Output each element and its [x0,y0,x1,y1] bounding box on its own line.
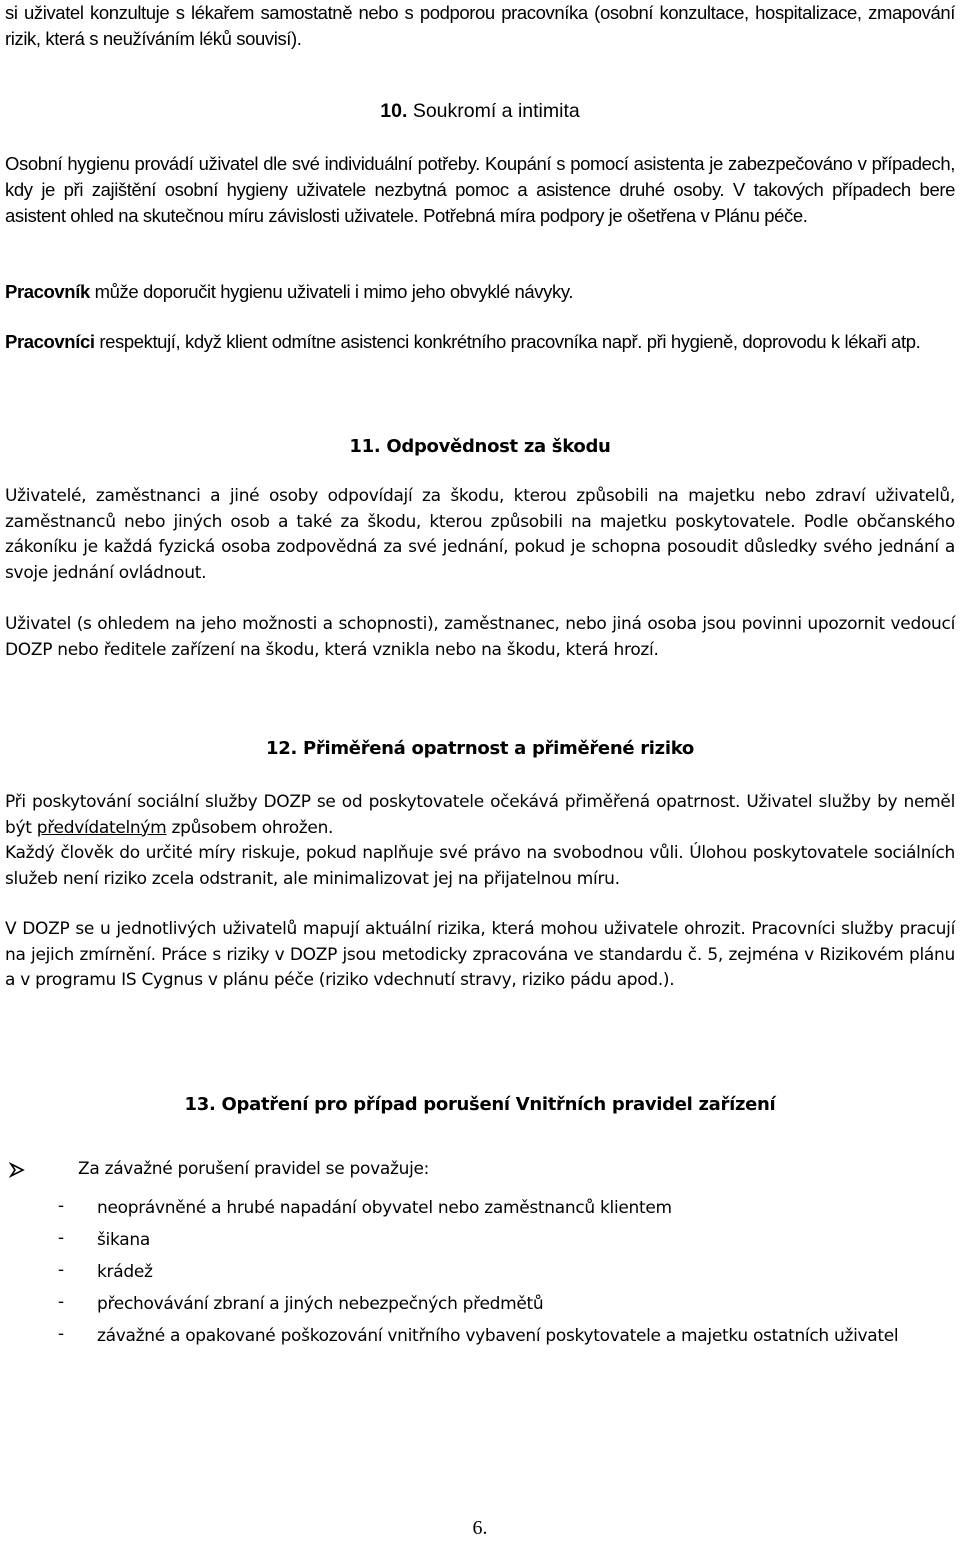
section-12-paragraph-1-text-b: způsobem ohrožen. [166,817,334,838]
list-dash: - [58,1260,65,1280]
list-item: neoprávněné a hrubé napadání obyvatel nebo zaměstnanců klientem [97,1198,672,1218]
section-10-paragraph-3-text: respektují, když klient odmítne asistenci konkrétního pracovníka např. při hygieně, doprovodu k lékaři atp. [94,331,921,352]
list-item: závažné a opakované poškozování vnitřního vybavení poskytovatele a majetku ostatních uživatel [97,1326,899,1346]
section-10-title: Soukromí a intimita [412,100,580,122]
page-number: 6. [472,1517,488,1539]
section-12-paragraph-1-text-a: Při poskytování sociální služby DOZP se od poskytovatele očekává přiměřená opatrnost. Uživatel služby by neměl být [5,792,955,838]
section-13-title: Opatření pro případ porušení Vnitřních pravidel zařízení [221,1094,776,1115]
section-12-paragraph-2: Každý člověk do určité míry riskuje, pokud naplňuje své právo na svobodnou vůli. Úlohou poskytovatele sociálních služeb není riziko zcela odstranit, ale minimalizovat jej na přijatelnou míru. [5,843,955,889]
list-item: přechovávání zbraní a jiných nebezpečných předmětů [97,1294,544,1314]
intro-paragraph: si uživatel konzultuje s lékařem samostatně nebo s podporou pracovníka (osobní konzultace, hospitalizace, zmapování rizik, která s neužíváním léků souvisí). [5,2,955,49]
section-10-paragraph-3-bold: Pracovníci [5,331,95,352]
section-12-number: 12. [266,738,298,759]
section-12-heading [0,738,960,759]
section-13-lead-row [5,1157,955,1183]
section-13-number: 13. [184,1094,216,1115]
section-10-paragraph-2-bold: Pracovník [5,281,90,302]
section-13-heading [0,1094,960,1115]
list-item: šikana [97,1230,150,1250]
section-11-title: Odpovědnost za škodu [386,436,611,457]
section-10-paragraph-2-text: může doporučit hygienu uživateli i mimo jeho obvyklé návyky. [89,281,574,302]
list-dash: - [58,1228,65,1248]
section-11-paragraph-2: Uživatel (s ohledem na jeho možnosti a schopnosti), zaměstnanec, nebo jiná osoba jsou povinni upozornit vedoucí DOZP nebo ředitele zařízení na škodu, která vznikla nebo na škodu, která hrozí. [5,614,955,660]
list-dash: - [58,1324,65,1344]
list-item: krádež [97,1262,153,1282]
section-11-paragraph-1: Uživatelé, zaměstnanci a jiné osoby odpovídají za škodu, kterou způsobili na majetku nebo zdraví uživatelů, zaměstnanců nebo jiných osob a také za škodu, kterou způsobili na majetku poskytovatele. Podle občanského zákoníku je každá fyzická osoba zodpovědná za své jednání, pokud je schopna posoudit důsledky svého jednání a svoje jednání ovládnout. [5,486,955,583]
section-10-heading [0,100,960,123]
section-10-paragraph-3 [5,329,955,355]
section-10-paragraph-2 [5,279,955,305]
section-12-title: Přiměřená opatrnost a přiměřené riziko [302,738,694,759]
section-12-paragraph-1-underlined: předvídatelným [36,817,167,838]
section-11-number: 11. [349,436,381,457]
section-10-number: 10. [380,100,408,122]
section-10-paragraph-1: Osobní hygienu provádí uživatel dle své individuální potřeby. Koupání s pomocí asistenta je zabezpečováno v případech, kdy je při zajištění osobní hygieny uživatele nezbytná pomoc a asistence druhé osoby. V takových případech bere asistent ohled na skutečnou míru závislosti uživatele. Potřebná míra podpory je ošetřena v Plánu péče. [5,153,955,226]
section-12-paragraph-1 [5,790,955,841]
list-dash: - [58,1196,65,1216]
section-13-lead: Za závažné porušení pravidel se považuje: [78,1159,430,1179]
list-dash: - [58,1292,65,1312]
section-12-paragraph-3: V DOZP se u jednotlivých uživatelů mapují aktuální rizika, která mohou uživatele ohrozit. Pracovníci služby pracují na jejich zmírnění. Práce s riziky v DOZP jsou metodicky zpracována ve standardu č. 5, zejména v Rizikovém plánu a v programu IS Cygnus v plánu péče (riziko vdechnutí stravy, riziko pádu apod.). [5,919,955,990]
section-11-heading [0,436,960,457]
